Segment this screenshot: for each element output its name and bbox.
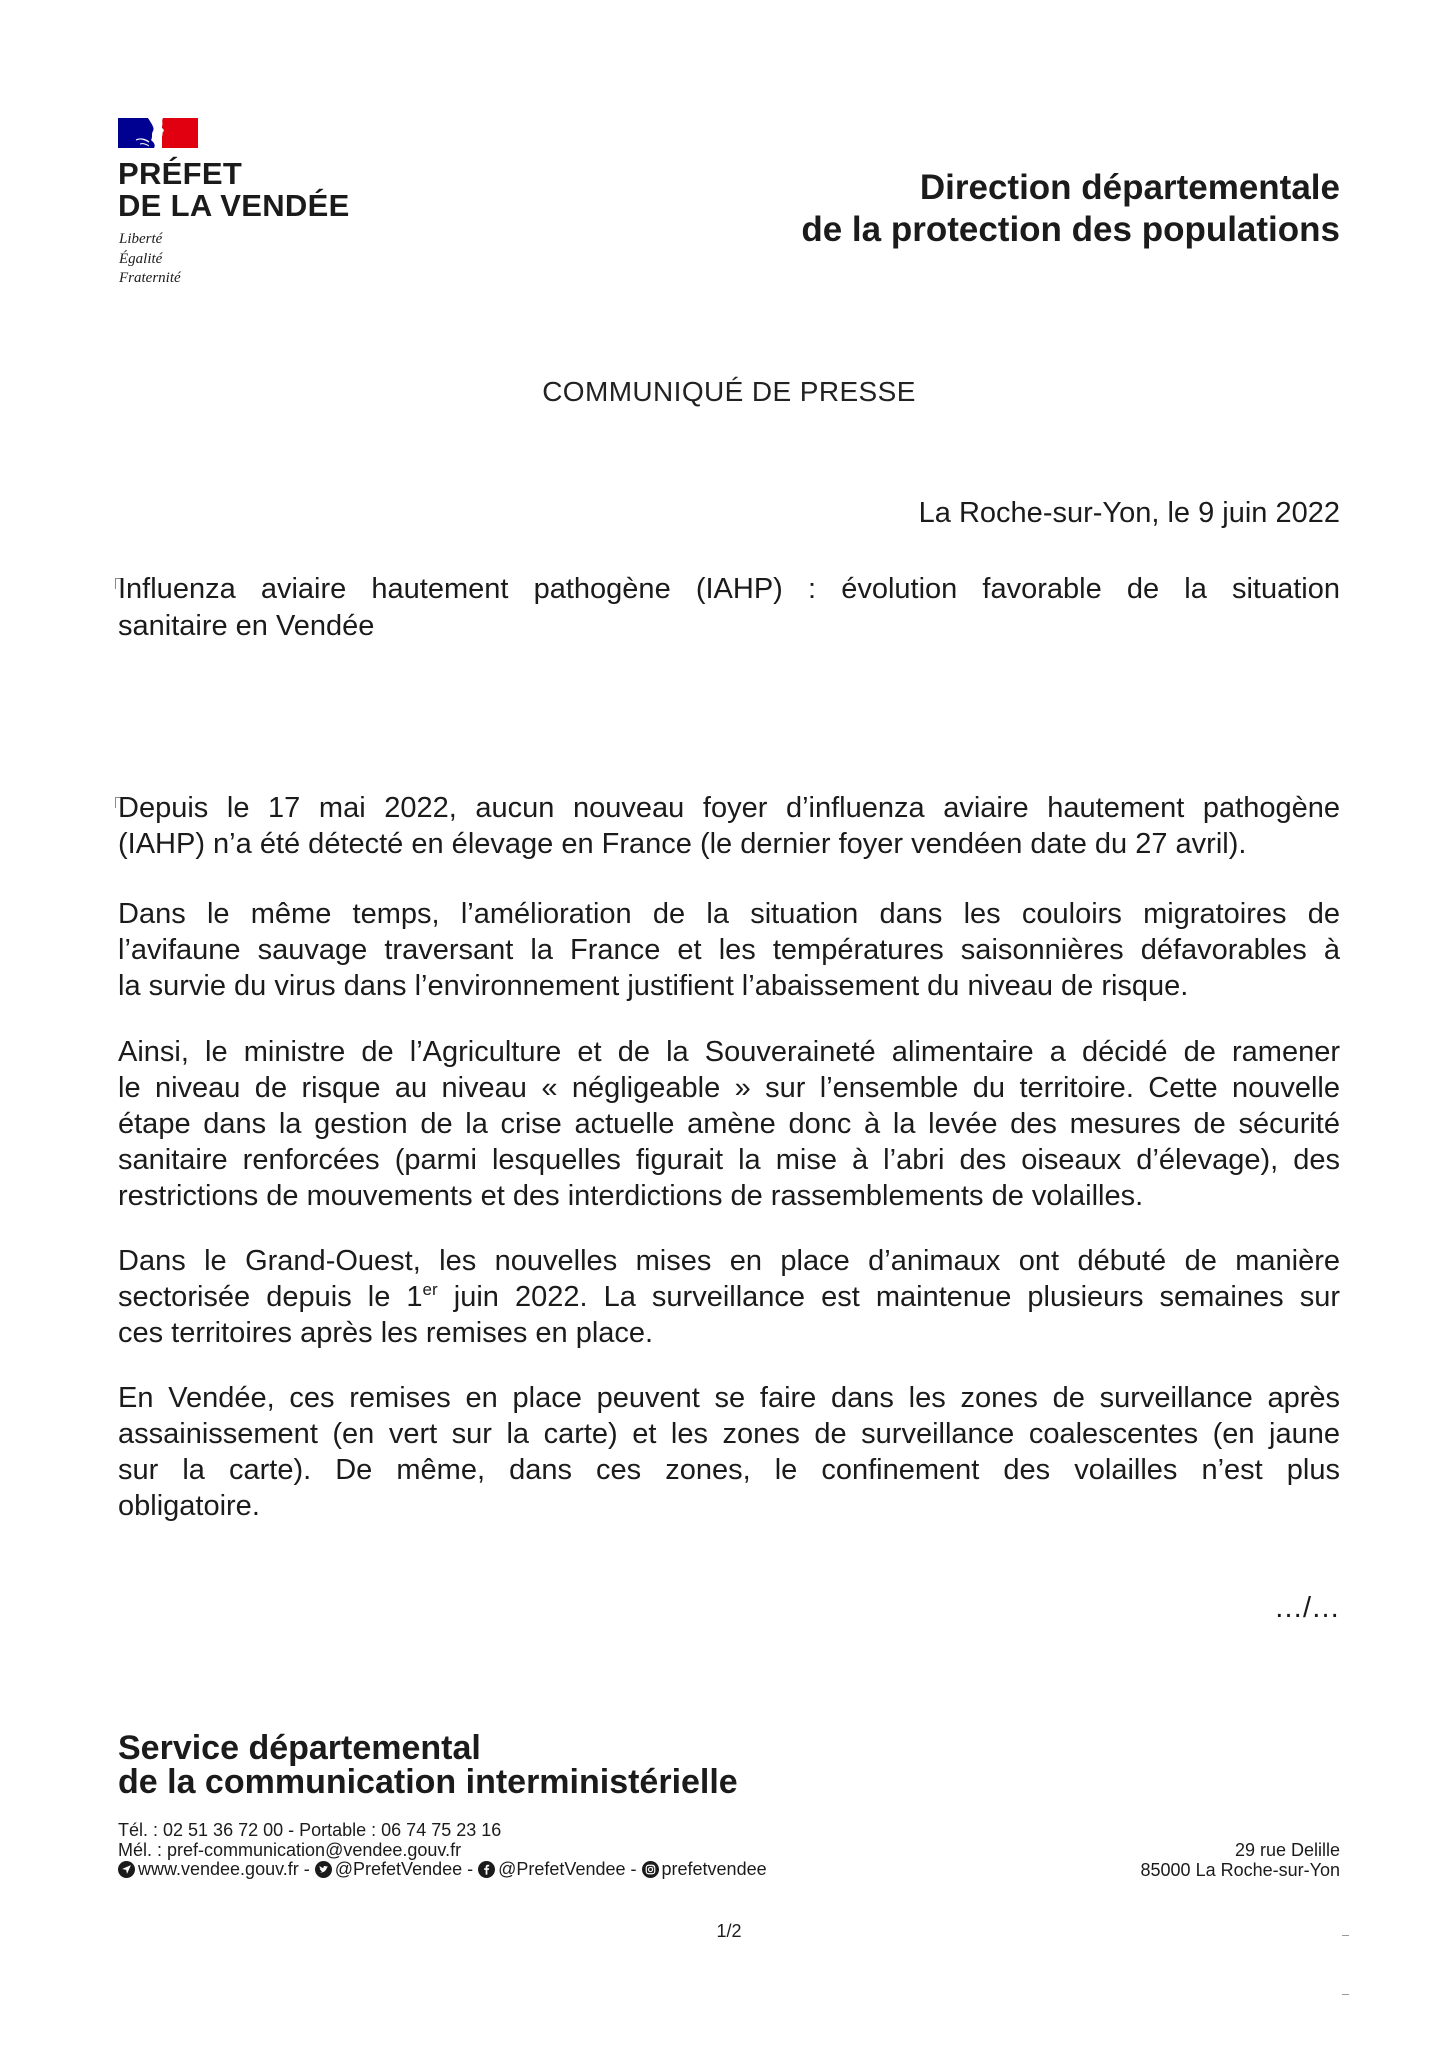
instagram-icon (642, 1861, 659, 1878)
title-line: Influenza aviaire hautement pathogène (IAHP) : évolution favorable de la situation (118, 573, 1340, 605)
website-link-text: www.vendee.gouv.fr (138, 1859, 299, 1879)
paragraph-line: Depuis le 17 mai 2022, aucun nouveau foyer d’influenza aviaire hautement pathogène (118, 792, 1340, 824)
motto-line: Liberté (119, 231, 163, 247)
contact-block (118, 1821, 767, 1880)
service-heading-line: Service départemental (118, 1729, 481, 1767)
paragraph-line: assainissement (en vert sur la carte) et les zones de surveillance coalescentes (en jaune (118, 1418, 1340, 1450)
continuation-mark: …/… (1273, 1592, 1340, 1624)
prefecture-name-line: PRÉFET (118, 156, 243, 191)
phone-line: Tél. : 02 51 36 72 00 - Portable : 06 74 75 23 16 (118, 1820, 502, 1840)
prefecture-name-line: DE LA VENDÉE (118, 188, 350, 223)
ordinal-superscript: er (422, 1280, 438, 1299)
navigation-icon (118, 1861, 135, 1878)
prefecture-name (118, 158, 350, 222)
paragraph (118, 1380, 1340, 1524)
title-line: sanitaire en Vendée (118, 610, 375, 642)
paragraph-line: l’avifaune sauvage traversant la France et les températures saisonnières défavorables à (118, 934, 1340, 966)
paragraph-line: sur la carte). De même, dans ces zones, le confinement des volailles n’est plus (118, 1454, 1340, 1486)
link-separator: - (303, 1859, 310, 1879)
twitter-icon (315, 1861, 332, 1878)
link-separator: - (630, 1859, 637, 1879)
department-heading (801, 167, 1340, 251)
paragraph-line: étape dans la gestion de la crise actuelle amène donc à la levée des mesures de sécurité (118, 1108, 1340, 1140)
place-and-date: La Roche-sur-Yon, le 9 juin 2022 (918, 497, 1340, 529)
social-links-line (118, 1860, 767, 1880)
facebook-icon (478, 1861, 495, 1878)
paragraph-line: Ainsi, le ministre de l’Agriculture et de la Souveraineté alimentaire a décidé de ramener (118, 1036, 1340, 1068)
paragraph (118, 790, 1340, 862)
paragraph-line: En Vendée, ces remises en place peuvent se faire dans les zones de surveillance après (118, 1382, 1340, 1414)
twitter-handle-text: @PrefetVendee (334, 1859, 463, 1879)
instagram-handle-text: prefetvendee (661, 1859, 767, 1879)
marianne-flag-icon (118, 118, 198, 148)
paragraph-line: Dans le même temps, l’amélioration de la situation dans les couloirs migratoires de (118, 898, 1340, 930)
department-heading-line: Direction départementale (919, 168, 1340, 207)
republic-motto (119, 230, 181, 289)
press-release-title (118, 571, 1340, 645)
page-number: 1/2 (716, 1921, 742, 1941)
document-type-label: COMMUNIQUÉ DE PRESSE (542, 376, 916, 407)
paragraph (118, 896, 1340, 1004)
scan-mark (1342, 1994, 1349, 1995)
paragraph-text: sectorisée depuis le 1 (118, 1281, 423, 1313)
scan-mark (1342, 1935, 1349, 1936)
paragraph-line: sanitaire renforcées (parmi lesquelles figurait la mise à l’abri des oiseaux d’élevage), des (118, 1144, 1340, 1176)
address-line: 85000 La Roche-sur-Yon (1140, 1859, 1340, 1880)
paragraph (118, 1034, 1340, 1214)
paragraph-line: restrictions de mouvements et des interdictions de rassemblements de volailles. (118, 1180, 1144, 1212)
postal-address (1141, 1841, 1340, 1880)
facebook-handle-text: @PrefetVendee (498, 1859, 626, 1879)
motto-line: Fraternité (119, 270, 181, 286)
paragraph-line: le niveau de risque au niveau « négligeable » sur l’ensemble du territoire. Cette nouvelle (118, 1072, 1340, 1104)
service-heading-line: de la communication interministérielle (118, 1763, 738, 1801)
motto-line: Égalité (119, 250, 163, 267)
paragraph-line: ces territoires après les remises en place. (118, 1317, 654, 1349)
paragraph-line: obligatoire. (118, 1490, 260, 1522)
email-line: Mél. : pref-communication@vendee.gouv.fr (118, 1839, 462, 1860)
marianne-logo (118, 118, 198, 148)
department-heading-line: de la protection des populations (801, 210, 1340, 249)
paragraph-line (118, 1279, 1340, 1315)
paragraph (118, 1243, 1340, 1351)
paragraph-line: (IAHP) n’a été détecté en élevage en France (le dernier foyer vendéen date du 27 avril). (118, 828, 1247, 860)
paragraph-line: la survie du virus dans l’environnement justifient l’abaissement du niveau de risque. (118, 970, 1189, 1002)
link-separator: - (467, 1859, 474, 1879)
paragraph-line: Dans le Grand-Ouest, les nouvelles mises en place d’animaux ont débuté de manière (118, 1245, 1340, 1277)
address-line: 29 rue Delille (1234, 1840, 1340, 1860)
paragraph-text: juin 2022. La surveillance est maintenue plusieurs semaines sur (437, 1281, 1340, 1313)
service-heading (118, 1731, 738, 1799)
